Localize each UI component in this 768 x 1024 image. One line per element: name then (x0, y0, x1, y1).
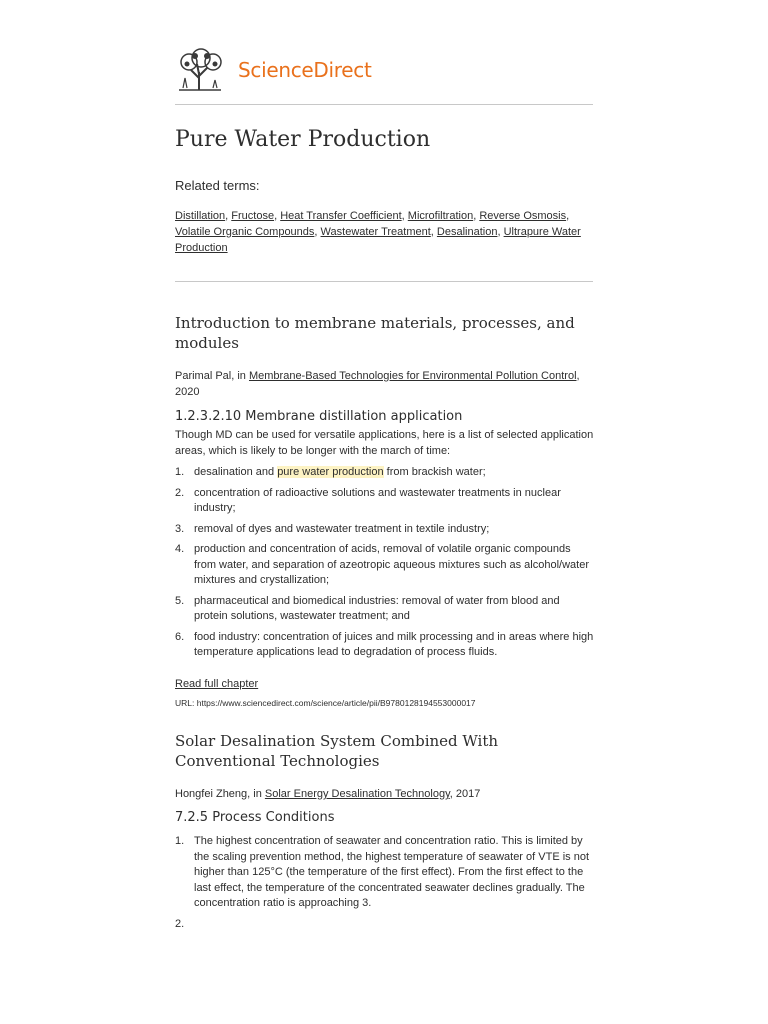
related-term-link[interactable]: Volatile Organic Compounds (175, 226, 315, 238)
list-number: 6. (175, 630, 185, 643)
related-term-link[interactable]: Wastewater Treatment (320, 226, 431, 238)
divider (175, 104, 593, 105)
list-item-text: The highest concentration of seawater and concentration ratio. This is limited by the scaling prevention method, the highest temperature of seawater of VTE is not higher than 125°C (the temperature of the first effect). From the first effect to the last effect, the temperature of the concentrated seawater declines gradually. The concentration ratio is approaching 3. (194, 835, 590, 909)
list-number: 2. (175, 917, 185, 930)
book-link[interactable]: Membrane-Based Technologies for Environmental Pollution Control (248, 370, 577, 382)
related-term-link[interactable]: Desalination (436, 226, 498, 238)
list-number: 3. (175, 522, 185, 535)
process-conditions-list (175, 834, 595, 932)
list-item (175, 917, 595, 933)
search-highlight: pure water production (277, 466, 384, 478)
related-term-link[interactable]: Ultrapure Water Production (175, 226, 581, 254)
section-intro: Though MD can be used for versatile applications, here is a list of selected application areas, which is likely to be longer with the march of time: (175, 429, 594, 457)
page-title: Pure Water Production (175, 127, 431, 152)
list-item-text: production and concentration of acids, removal of volatile organic compounds from water, and separation of azeotropic aqueous mixtures such as alcohol/water mixtures and crystallization; (194, 543, 589, 586)
application-list (175, 465, 595, 661)
section-heading: 7.2.5 Process Conditions (175, 810, 335, 825)
list-number: 5. (175, 594, 185, 607)
article-byline (175, 368, 595, 400)
divider (175, 281, 593, 282)
related-terms-list: Distillation, Fructose, Heat Transfer Coefficient, Microfiltration, Reverse Osmosis, Volatile Organic Compounds, Wastewater Treatment, Desalination, Ultrapure Water Production (175, 210, 581, 254)
article-url: URL: https://www.sciencedirect.com/science/article/pii/B9780128194553000017 (175, 697, 476, 708)
list-item-text: desalination and (194, 466, 278, 478)
related-term-link[interactable]: Microfiltration (407, 210, 474, 222)
author: Parimal Pal, in (175, 370, 249, 382)
list-item (175, 486, 595, 517)
list-item-text: removal of dyes and wastewater treatment in textile industry; (194, 522, 490, 535)
author: Hongfei Zheng, in (175, 788, 265, 800)
year: , 2020 (175, 370, 580, 398)
list-item-text: from brackish water; (383, 466, 486, 478)
list-item (175, 594, 595, 625)
list-item-text: concentration of radioactive solutions and wastewater treatments in nuclear industry; (194, 486, 561, 514)
article-2 (175, 731, 595, 937)
list-number: 1. (175, 466, 185, 478)
article-title[interactable]: Solar Desalination System Combined With Conventional Technologies (175, 732, 499, 770)
related-term-link[interactable]: Reverse Osmosis (479, 210, 567, 222)
article-byline (175, 786, 595, 802)
list-item (175, 542, 595, 589)
article-1 (175, 313, 595, 708)
related-term-link[interactable]: Fructose (231, 210, 275, 222)
book-link[interactable]: Solar Energy Desalination Technology (264, 788, 450, 800)
list-item-text: pharmaceutical and biomedical industries: removal of water from blood and protein solutions, wastewater treatment; and (194, 594, 560, 622)
article-title[interactable]: Introduction to membrane materials, processes, and modules (175, 314, 575, 352)
list-number: 4. (175, 543, 185, 555)
related-term-link[interactable]: Heat Transfer Coefficient (280, 210, 402, 222)
list-item (175, 522, 595, 538)
brand-name[interactable]: ScienceDirect (238, 58, 372, 82)
read-full-chapter-link[interactable]: Read full chapter (175, 677, 259, 690)
section-heading: 1.2.3.2.10 Membrane distillation application (175, 409, 463, 424)
list-number: 1. (175, 835, 185, 847)
related-terms-label: Related terms: (175, 178, 260, 193)
list-item (175, 465, 595, 481)
list-item (175, 834, 595, 912)
related-term-link[interactable]: Distillation (175, 210, 226, 222)
list-number: 2. (175, 486, 185, 499)
list-item-text: food industry: concentration of juices and milk processing and in areas where high temperature applications lead to degradation of process fluids. (194, 630, 594, 658)
header (175, 48, 595, 94)
elsevier-tree-logo-icon[interactable] (175, 48, 225, 92)
list-item (175, 630, 595, 661)
year: , 2017 (449, 788, 481, 800)
